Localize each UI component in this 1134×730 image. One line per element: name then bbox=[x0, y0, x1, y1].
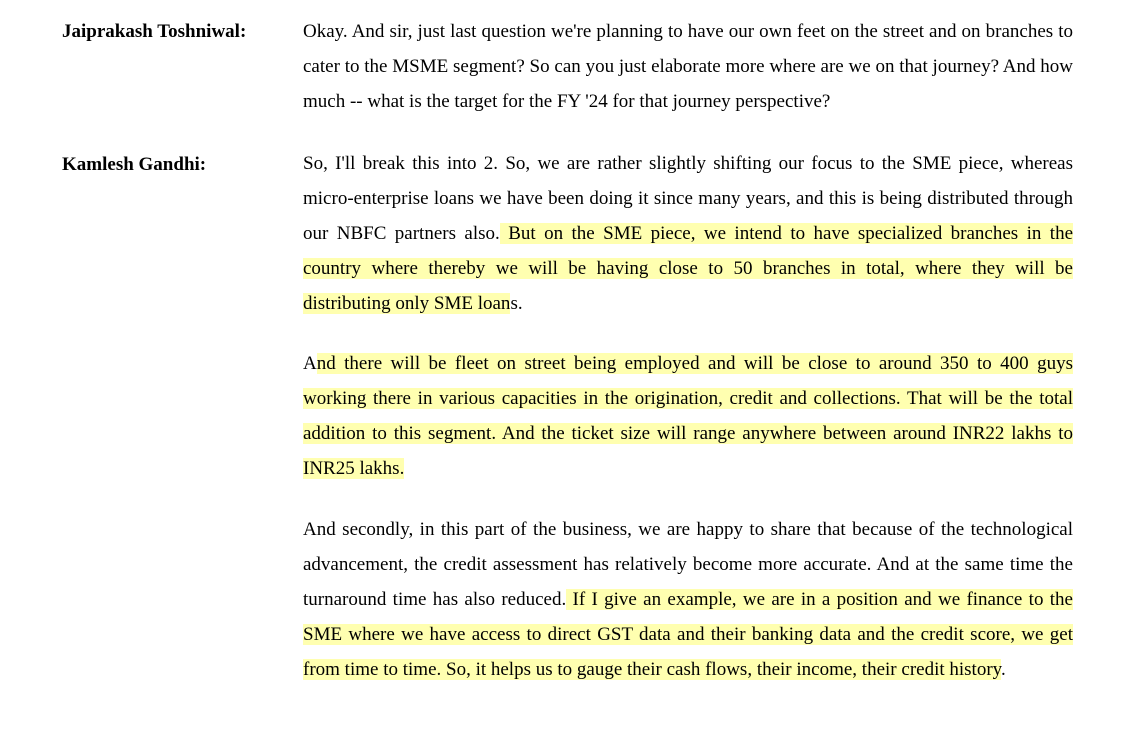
transcript-paragraph bbox=[303, 346, 1073, 486]
paragraph-text: So, I'll break this into 2. So, we are rather slightly shifting our focus to the SME piece, whereas micro-enterprise loans we have been doing it since many years, and this is being distributed through our NBFC partners also. bbox=[303, 153, 1073, 244]
paragraph-text: s. bbox=[510, 293, 523, 314]
highlighted-text: nd there will be fleet on street being employed and will be close to around 350 to 400 guys working there in various capacities in the origination, credit and collections. That will be the total addition to this segment. And the ticket size will range anywhere between around INR22 lakhs to INR25 lakhs. bbox=[303, 353, 1073, 479]
highlighted-text: If I give an example, we are in a position and we finance to the SME where we have access to direct GST data and their banking data and the credit score, we get from time to time. So, it helps us to gauge their cash flows, their income, their credit history bbox=[303, 589, 1073, 680]
speaker-name: Jaiprakash Toshniwal: bbox=[62, 21, 247, 42]
transcript-paragraph bbox=[303, 512, 1073, 687]
paragraph-text: And secondly, in this part of the business, we are happy to share that because of the technological advancement, the credit assessment has relatively become more accurate. And at the same time the turnaround time has also reduced. bbox=[303, 519, 1073, 610]
paragraph-text: Okay. And sir, just last question we're planning to have our own feet on the street and on branches to cater to the MSME segment? So can you just elaborate more where are we on that journey? And how much -- what is the target for the FY '24 for that journey perspective? bbox=[303, 21, 1073, 112]
speaker-name: Kamlesh Gandhi: bbox=[62, 154, 207, 175]
paragraph-text: A bbox=[303, 353, 317, 374]
transcript-paragraph bbox=[303, 14, 1073, 119]
paragraph-text: . bbox=[1000, 659, 1006, 680]
transcript-paragraph bbox=[303, 146, 1073, 321]
highlighted-text: But on the SME piece, we intend to have specialized branches in the country where thereby we will be having close to 50 branches in total, where they will be distributing only SME loan bbox=[303, 223, 1073, 314]
